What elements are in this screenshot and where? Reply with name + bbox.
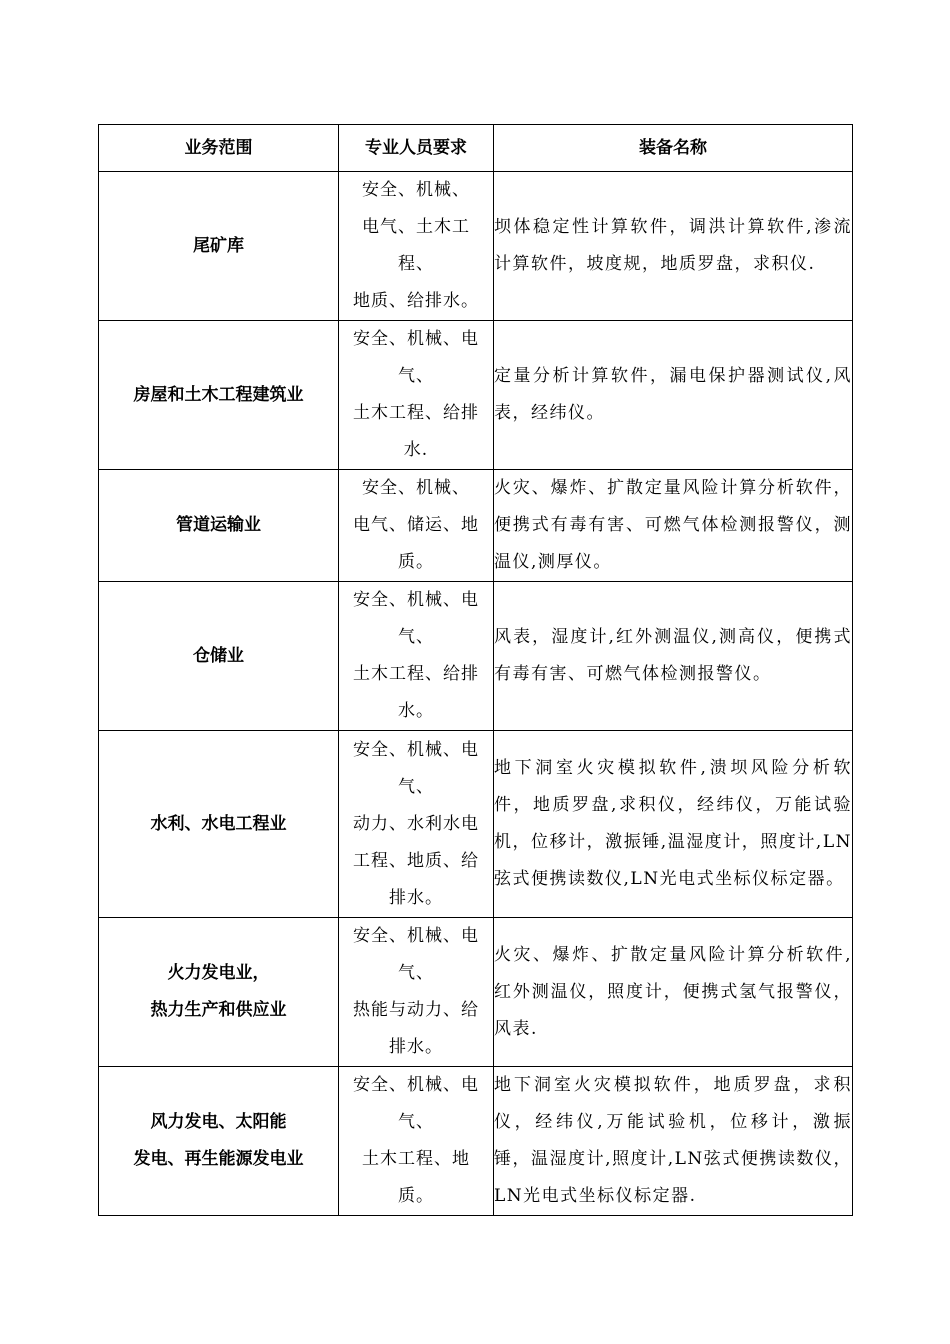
scope-cell	[99, 172, 339, 321]
scope-text: 仓储业	[193, 645, 244, 666]
scope-cell	[99, 321, 339, 470]
staff-line: 气、	[398, 963, 434, 983]
equipment-cell: 风表，湿度计,红外测温仪,测高仪，便携式有毒有害、可燃气体检测报警仪。	[494, 582, 853, 731]
scope-text: 房屋和土木工程建筑业	[133, 384, 304, 405]
table-row	[99, 1067, 853, 1216]
scope-text: 尾矿库	[193, 235, 244, 256]
header-equipment-name: 装备名称	[494, 125, 853, 172]
scope-text: 水利、水电工程业	[150, 813, 287, 834]
staff-line: 工程、地质、给	[353, 850, 479, 871]
scope-cell	[99, 918, 339, 1067]
staff-cell	[339, 582, 494, 731]
staff-line: 气、	[398, 1112, 434, 1132]
staff-cell	[339, 918, 494, 1067]
staff-line: 水.	[403, 440, 429, 460]
scope-text: 发电、再生能源发电业	[133, 1149, 304, 1169]
staff-line: 安全、机械、电	[353, 590, 479, 610]
staff-cell	[339, 470, 494, 582]
table-row	[99, 918, 853, 1067]
staff-cell	[339, 172, 494, 321]
staff-line: 质。	[398, 552, 434, 572]
scope-cell	[99, 470, 339, 582]
staff-line: 土木工程、地	[362, 1149, 470, 1169]
equipment-cell: 火灾、爆炸、扩散定量风险计算分析软件,红外测温仪，照度计，便携式氢气报警仪，风表.	[494, 918, 853, 1067]
scope-cell	[99, 582, 339, 731]
staff-line: 安全、机械、电	[353, 739, 479, 760]
staff-line: 程、	[398, 254, 434, 274]
staff-line: 气、	[398, 776, 434, 797]
staff-line: 气、	[398, 627, 434, 647]
staff-line: 排水。	[389, 887, 443, 908]
staff-line: 电气、土木工	[362, 217, 470, 237]
staff-line: 地质、给排水。	[353, 291, 479, 311]
staff-line: 土木工程、给排	[353, 403, 479, 423]
header-business-scope: 业务范围	[99, 125, 339, 172]
header-staff-requirements: 专业人员要求	[339, 125, 494, 172]
staff-line: 电气、储运、地	[353, 515, 479, 535]
staff-line: 土木工程、给排	[353, 664, 479, 684]
scope-text: 火力发电业，	[167, 963, 270, 983]
scope-text: 风力发电、太阳能	[150, 1112, 287, 1132]
staff-line: 气、	[398, 366, 434, 386]
staff-cell	[339, 321, 494, 470]
business-scope-table	[98, 124, 853, 1216]
staff-cell	[339, 1067, 494, 1216]
staff-line: 质。	[398, 1186, 434, 1206]
staff-line: 动力、水利水电	[353, 813, 479, 834]
staff-line: 水。	[398, 701, 434, 721]
scope-cell	[99, 1067, 339, 1216]
staff-line: 安全、机械、	[362, 180, 470, 200]
table-row	[99, 731, 853, 918]
equipment-cell: 坝体稳定性计算软件，调洪计算软件,渗流计算软件，坡度规，地质罗盘，求积仪.	[494, 172, 853, 321]
scope-text: 热力生产和供应业	[150, 1000, 287, 1020]
table-row	[99, 172, 853, 321]
staff-line: 热能与动力、给	[353, 1000, 479, 1020]
table-row	[99, 321, 853, 470]
scope-text: 管道运输业	[176, 515, 261, 535]
staff-line: 安全、机械、电	[353, 926, 479, 946]
table-row	[99, 582, 853, 731]
equipment-cell: 地下洞室火灾模拟软件，地质罗盘，求积仪，经纬仪,万能试验机，位移计，激振锤，温湿度计,照度计,LN弦式便携读数仪，LN光电式坐标仪标定器.	[494, 1067, 853, 1216]
staff-cell	[339, 731, 494, 918]
staff-line: 排水。	[389, 1037, 443, 1057]
staff-line: 安全、机械、电	[353, 329, 479, 349]
staff-line: 安全、机械、电	[353, 1075, 479, 1095]
equipment-cell: 火灾、爆炸、扩散定量风险计算分析软件，便携式有毒有害、可燃气体检测报警仪，测温仪,测厚仪。	[494, 470, 853, 582]
equipment-cell: 定量分析计算软件，漏电保护器测试仪,风表，经纬仪。	[494, 321, 853, 470]
table-header-row	[99, 125, 853, 172]
staff-line: 安全、机械、	[362, 478, 470, 498]
scope-cell	[99, 731, 339, 918]
equipment-cell: 地下洞室火灾模拟软件,溃坝风险分析软件，地质罗盘,求积仪，经纬仪，万能试验机，位移计，激振锤,温湿度计，照度计,LN弦式便携读数仪,LN光电式坐标仪标定器。	[494, 731, 853, 918]
table-row	[99, 470, 853, 582]
